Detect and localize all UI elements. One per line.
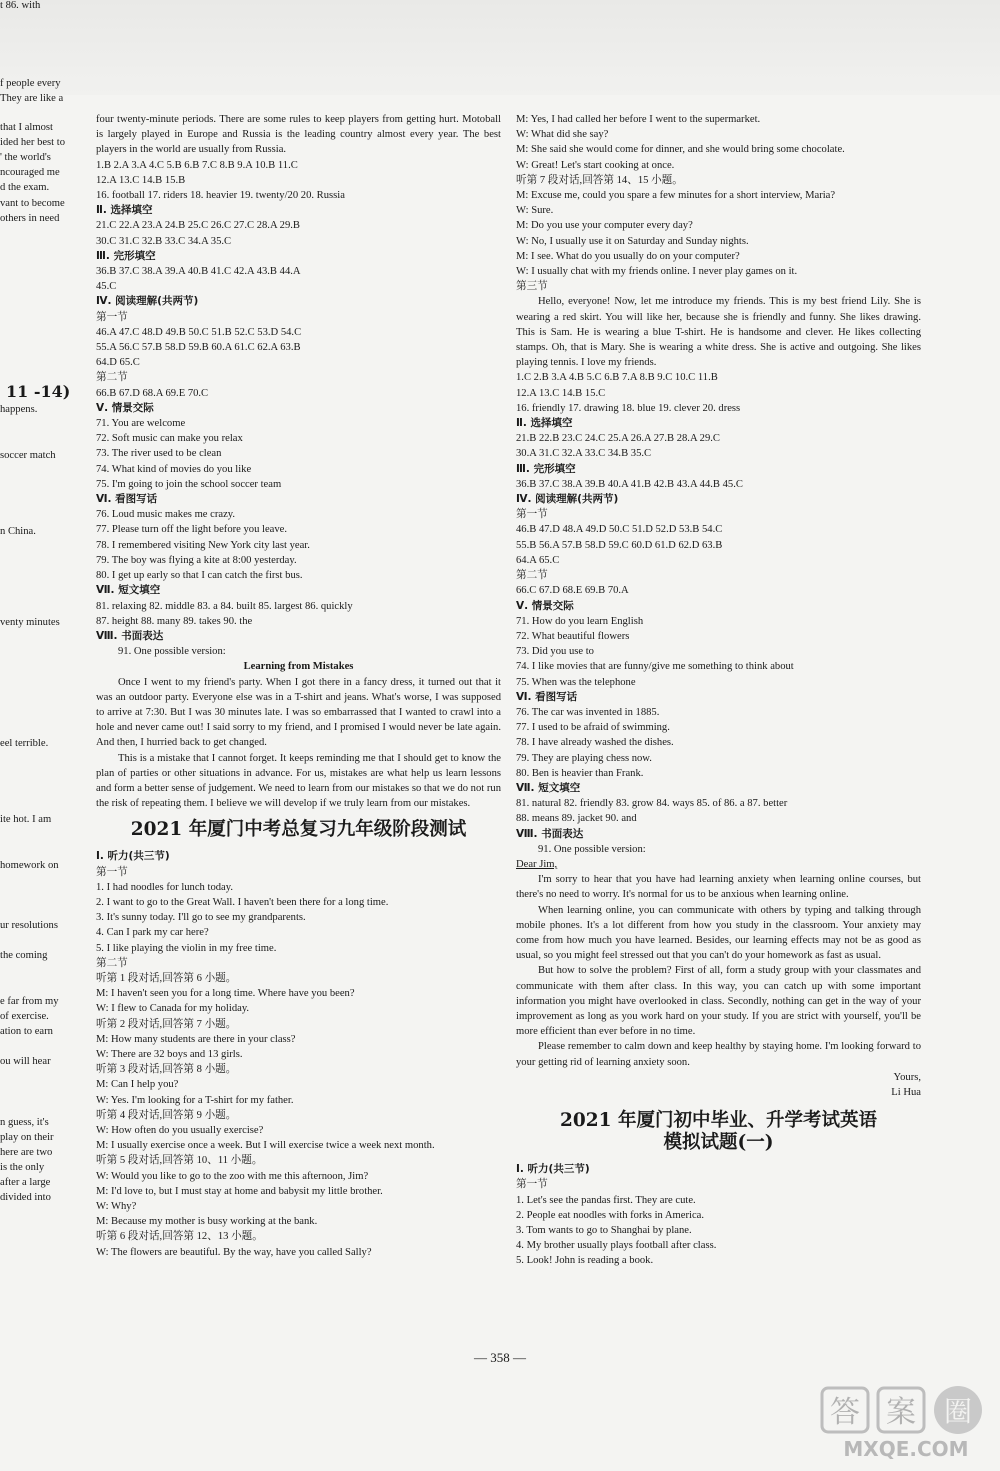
left-fragment-line: ou will hear: [0, 1056, 51, 1067]
subsection-label: 第二节: [96, 372, 128, 384]
answer-line: 73. The river used to be clean: [96, 448, 222, 460]
paragraph: Please remember to calm down and keep healthy by staying home. I'm looking forward to your getting rid of learning anxiety soon.: [516, 1041, 921, 1068]
left-fragment-line: ur resolutions: [0, 920, 58, 931]
answer-line: 5. I like playing the violin in my free time.: [96, 942, 277, 954]
left-fragment-line: They are like a: [0, 93, 64, 104]
right-column: [516, 112, 921, 1269]
answer-line: W: No, I usually use it on Saturday and Sunday nights.: [516, 235, 749, 247]
answer-line: 30.C 31.C 32.B 33.C 34.A 35.C: [96, 235, 232, 247]
left-fragment-line: divided into: [0, 1192, 51, 1203]
answer-line: 87. height 88. many 89. takes 90. the: [96, 615, 253, 627]
answer-line: M: Can I help you?: [96, 1079, 179, 1091]
left-fragment-line: f people every: [0, 78, 61, 89]
version-label: 91. One possible version:: [538, 843, 646, 855]
paragraph: Hello, everyone! Now, let me introduce my friends. This is my best friend Lily. She is wearing a red skirt. You will like her, because she is friendly and funny. She likes drawing. This is Sam. He is wearing a blue T-shirt. He is handsome and clever. He likes collecting stamps. Oh, that is Mary. She is wearing a white dress. She is active and outgoing. She likes playing tennis. I love my friends.: [516, 296, 921, 369]
answer-line: 2. I want to go to the Great Wall. I haven't been there for a long time.: [96, 896, 389, 908]
left-fragment-line: that I almost: [0, 122, 53, 133]
left-fragment-line: of exercise.: [0, 1011, 49, 1022]
answer-line: 76. The car was invented in 1885.: [516, 706, 660, 718]
answer-line: 88. means 89. jacket 90. and: [516, 813, 637, 825]
answer-line: 55.A 56.C 57.B 58.D 59.B 60.A 61.C 62.A 63.B: [96, 342, 301, 354]
answer-line: M: I haven't seen you for a long time. Where have you been?: [96, 988, 355, 1000]
answer-line: 75. I'm going to join the school soccer team: [96, 478, 282, 490]
answer-line: W: There are 32 boys and 13 girls.: [96, 1048, 243, 1060]
left-fragment-line: happens.: [0, 404, 38, 415]
answer-line: 73. Did you use to: [516, 646, 594, 658]
section-heading: Ⅶ. 短文填空: [516, 781, 581, 794]
subsection-label: 第二节: [96, 957, 128, 969]
section-heading: Ⅷ. 书面表达: [96, 629, 164, 642]
answer-line: 80. I get up early so that I can catch the first bus.: [96, 570, 303, 582]
answer-line: 80. Ben is heavier than Frank.: [516, 767, 644, 779]
subsection-label: 第一节: [96, 311, 128, 323]
left-fragment-line: play on their: [0, 1132, 54, 1143]
svg-text:MXQE.COM: MXQE.COM: [843, 1437, 969, 1461]
left-fragment-line: n China.: [0, 526, 36, 537]
answer-line: 30.A 31.C 32.A 33.C 34.B 35.C: [516, 448, 652, 460]
left-fragment-line: ncouraged me: [0, 167, 60, 178]
answer-line: 72. Soft music can make you relax: [96, 433, 243, 445]
answer-line: 1. I had noodles for lunch today.: [96, 881, 233, 893]
section-heading: Ⅱ. 选择填空: [516, 417, 573, 430]
paragraph: When learning online, you can communicate with others by typing and talking through mobile phones. It's a lot different from how you study in the classroom. Your anxiety may come from how much you have learned. Besides, our learning effects may not be as good as usual, so you might feel stressed out that you can't do your homework as fast as usual.: [516, 904, 921, 962]
answer-line: 5. Look! John is reading a book.: [516, 1255, 654, 1267]
answer-line: 78. I have already washed the dishes.: [516, 737, 674, 749]
answer-line: 听第 6 段对话,回答第 12、13 小题。: [96, 1231, 263, 1243]
middle-column: [96, 112, 501, 1260]
letter-signoff: Yours,: [893, 1071, 921, 1083]
answer-line: 74. I like movies that are funny/give me something to think about: [516, 661, 794, 673]
answer-line: 1.C 2.B 3.A 4.B 5.C 6.B 7.A 8.B 9.C 10.C 11.B: [516, 372, 718, 384]
section-heading: Ⅵ. 看图写话: [96, 493, 158, 506]
answer-line: 46.B 47.D 48.A 49.D 50.C 51.D 52.D 53.B 54.C: [516, 524, 723, 536]
answer-line: 4. Can I park my car here?: [96, 927, 209, 939]
answer-line: 3. Tom wants to go to Shanghai by plane.: [516, 1225, 692, 1237]
section-heading: Ⅳ. 阅读理解(共两节): [96, 295, 199, 308]
answer-line: M: Excuse me, could you spare a few minutes for a short interview, Maria?: [516, 190, 836, 202]
left-fragment-line: after a large: [0, 1177, 51, 1188]
answer-line: 81. natural 82. friendly 83. grow 84. ways 85. of 86. a 87. better: [516, 798, 788, 810]
answer-line: M: How many students are there in your class?: [96, 1033, 296, 1045]
exam-title: 2021 年厦门初中毕业、升学考试英语: [560, 1110, 877, 1132]
left-fragment-line: ite hot. I am: [0, 814, 52, 825]
paragraph: But how to solve the problem? First of all, form a study group with your classmates and communicate with them after class. In this way, you can catch up with some important information you might have overlooked in class. Secondly, nothing can get in the way of your improvement as long as you work hard on your study. If you are strict with yourself, you'll be more efficient than ever before in no time.: [516, 965, 921, 1038]
section-heading: Ⅷ. 书面表达: [516, 827, 584, 840]
page-number: — 358 —: [474, 1350, 526, 1365]
exam-title: 2021 年厦门中考总复习九年级阶段测试: [130, 819, 467, 841]
section-heading: Ⅳ. 阅读理解(共两节): [516, 493, 619, 506]
answer-line: 81. relaxing 82. middle 83. a 84. built 85. largest 86. quickly: [96, 600, 353, 612]
answer-line: W: I flew to Canada for my holiday.: [96, 1003, 250, 1015]
left-fragment-line: e far from my: [0, 996, 59, 1007]
left-fragment-line: homework on: [0, 860, 59, 871]
scan-top-band: [0, 0, 1000, 95]
section-heading: Ⅲ. 完形填空: [516, 462, 576, 475]
answer-line: 36.B 37.C 38.A 39.B 40.A 41.B 42.B 43.A 44.B 45.C: [516, 478, 743, 490]
answer-line: 3. It's sunny today. I'll go to see my grandparents.: [96, 912, 306, 924]
answer-line: W: Would you like to go to the zoo with me this afternoon, Jim?: [96, 1170, 369, 1182]
section-heading: Ⅱ. 选择填空: [96, 204, 153, 217]
left-fragment-line: the coming: [0, 950, 48, 961]
left-fragment-line: eel terrible.: [0, 738, 49, 749]
svg-text:答: 答: [830, 1395, 860, 1430]
answer-line: 77. Please turn off the light before you leave.: [96, 524, 288, 536]
paragraph: four twenty-minute periods. There are some rules to keep players from getting hurt. Motoball is largely played in Europe and Russia is the leading country almost every year. The best players in the world are usually from Russia.: [96, 114, 501, 156]
left-fragment-line: ation to earn: [0, 1026, 53, 1037]
answer-line: W: How often do you usually exercise?: [96, 1125, 264, 1136]
answer-line: 66.B 67.D 68.A 69.E 70.C: [96, 387, 209, 399]
answer-line: 45.C: [96, 281, 117, 293]
answer-line: 听第 3 段对话,回答第 8 小题。: [96, 1064, 237, 1076]
answer-line: 4. My brother usually plays football after class.: [516, 1240, 717, 1252]
answer-line: 12.A 13.C 14.B 15.B: [96, 174, 186, 186]
letter-salutation: Dear Jim,: [516, 858, 558, 870]
answer-line: W: Great! Let's start cooking at once.: [516, 159, 675, 171]
paragraph: Once I went to my friend's party. When I got there in a fancy dress, it turned out that it was an outdoor party. Everyone else was in a T-shirt and jeans. What's worse, I was supposed to arrive at 7:30. But I was 30 minutes late. I was so embarrassed that I wanted to crawl into a hole and never came out! I said sorry to my friend, and I promised I would never be late again. And then, I hurried back to get changed.: [96, 676, 501, 749]
section-heading: Ⅴ. 情景交际: [96, 401, 154, 414]
subsection-label: 第二节: [516, 570, 548, 582]
answer-line: M: Do you use your computer every day?: [516, 220, 693, 232]
answer-line: W: What did she say?: [516, 129, 609, 141]
answer-line: 79. The boy was flying a kite at 8:00 yesterday.: [96, 554, 297, 566]
section-heading: Ⅰ. 听力(共三节): [96, 850, 170, 863]
left-fragment-line: soccer match: [0, 450, 56, 461]
section-heading: Ⅰ. 听力(共三节): [516, 1163, 590, 1176]
answer-line: M: Yes, I had called her before I went to the supermarket.: [516, 114, 761, 125]
left-fragment-line: venty minutes: [0, 617, 60, 628]
answer-line: 1.B 2.A 3.A 4.C 5.B 6.B 7.C 8.B 9.A 10.B 11.C: [96, 159, 298, 171]
answer-line: 75. When was the telephone: [516, 676, 636, 688]
answer-line: 64.D 65.C: [96, 357, 140, 369]
answer-line: 78. I remembered visiting New York city last year.: [96, 539, 310, 551]
answer-line: 听第 2 段对话,回答第 7 小题。: [96, 1018, 237, 1030]
answer-line: 46.A 47.C 48.D 49.B 50.C 51.B 52.C 53.D 54.C: [96, 326, 302, 338]
answer-line: 12.A 13.C 14.B 15.C: [516, 387, 606, 399]
watermark-logo: [818, 1382, 994, 1462]
left-fragment-line: d the exam.: [0, 182, 50, 193]
answer-line: 72. What beautiful flowers: [516, 630, 630, 642]
answer-line: 2. People eat noodles with forks in America.: [516, 1209, 704, 1221]
answer-line: 21.B 22.B 23.C 24.C 25.A 26.A 27.B 28.A 29.C: [516, 433, 720, 445]
essay-title: Learning from Mistakes: [243, 661, 354, 673]
answer-line: 77. I used to be afraid of swimming.: [516, 722, 670, 734]
left-fragment-line: ided her best to: [0, 137, 66, 148]
subsection-label: 第一节: [516, 1179, 548, 1191]
left-fragment-line: is the only: [0, 1162, 45, 1173]
letter-signoff: Li Hua: [891, 1087, 921, 1098]
answer-line: M: Because my mother is busy working at the bank.: [96, 1216, 318, 1228]
answer-line: 21.C 22.A 23.A 24.B 25.C 26.C 27.C 28.A 29.B: [96, 220, 300, 232]
answer-line: 79. They are playing chess now.: [516, 752, 652, 764]
section-heading: Ⅲ. 完形填空: [96, 249, 156, 262]
subsection-label: 第一节: [96, 866, 128, 878]
section-heading: Ⅵ. 看图写话: [516, 690, 578, 703]
subsection-label: 第三节: [516, 281, 548, 293]
left-fragment-line: ' the world's: [0, 152, 51, 163]
section-heading: Ⅶ. 短文填空: [96, 584, 161, 597]
answer-line: 76. Loud music makes me crazy.: [96, 509, 236, 521]
dialogue-line: M: I usually exercise once a week. But I will exercise twice a week next month.: [96, 1140, 435, 1152]
left-fragment-line: others in need: [0, 213, 60, 224]
left-fragment-line: t 86. with: [0, 0, 41, 11]
answer-line: 听第 4 段对话,回答第 9 小题。: [96, 1109, 237, 1121]
paragraph: This is a mistake that I cannot forget. It keeps reminding me that I should get to know the plan of parties or other situations in advance. For us, mistakes are what help us learn lessons and form a better sense of judgement. We need to learn from our mistakes so that we do not run the risk of repeating them. I believe we will develop if we truly learn from our mistakes.: [96, 752, 501, 810]
dialogue-line: M: She said she would come for dinner, and she would bring some chocolate.: [516, 144, 845, 156]
section-heading: Ⅴ. 情景交际: [516, 599, 574, 612]
exam-subtitle: 模拟试题(一): [663, 1132, 774, 1154]
answer-line: M: I see. What do you usually do on your computer?: [516, 250, 740, 262]
answer-line: 听第 1 段对话,回答第 6 小题。: [96, 972, 237, 984]
subsection-label: 第一节: [516, 509, 548, 521]
version-label: 91. One possible version:: [118, 646, 226, 658]
answer-line: W: Why?: [96, 1201, 137, 1213]
left-fragment-line: here are two: [0, 1147, 53, 1158]
answer-line: M: I'd love to, but I must stay at home and babysit my little brother.: [96, 1185, 383, 1197]
answer-line: 66.C 67.D 68.E 69.B 70.A: [516, 585, 629, 597]
answer-line: 36.B 37.C 38.A 39.A 40.B 41.C 42.A 43.B 44.A: [96, 266, 301, 278]
left-fragment-line: n guess, it's: [0, 1117, 49, 1128]
answer-line: 1. Let's see the pandas first. They are cute.: [516, 1194, 696, 1206]
answer-line: W: The flowers are beautiful. By the way, have you called Sally?: [96, 1246, 372, 1258]
answer-line: W: Yes. I'm looking for a T-shirt for my father.: [96, 1094, 294, 1106]
answer-line: 听第 5 段对话,回答第 10、11 小题。: [96, 1155, 263, 1167]
paragraph: I'm sorry to hear that you have had learning anxiety when learning online courses, but there's no need to worry. It's normal for us to be anxious when learning online.: [516, 874, 921, 901]
svg-text:圈: 圈: [943, 1395, 973, 1428]
answer-line: W: Sure.: [516, 205, 554, 217]
answer-line: 64.A 65.C: [516, 554, 560, 566]
answer-line: 听第 7 段对话,回答第 14、15 小题。: [516, 174, 683, 186]
left-fragment-line: vant to become: [0, 198, 65, 209]
answer-line: 71. You are welcome: [96, 418, 186, 430]
answer-line: 55.B 56.A 57.B 58.D 59.C 60.D 61.D 62.D 63.B: [516, 539, 723, 551]
answer-line: 16. friendly 17. drawing 18. blue 19. clever 20. dress: [516, 402, 741, 414]
answer-line: 71. How do you learn English: [516, 615, 644, 627]
answer-line: 16. football 17. riders 18. heavier 19. twenty/20 20. Russia: [96, 190, 345, 202]
answer-line: W: I usually chat with my friends online. I never play games on it.: [516, 266, 798, 278]
svg-text:案: 案: [886, 1395, 916, 1430]
answer-line: 74. What kind of movies do you like: [96, 463, 252, 475]
left-section-heading: 11 -14): [6, 382, 71, 401]
